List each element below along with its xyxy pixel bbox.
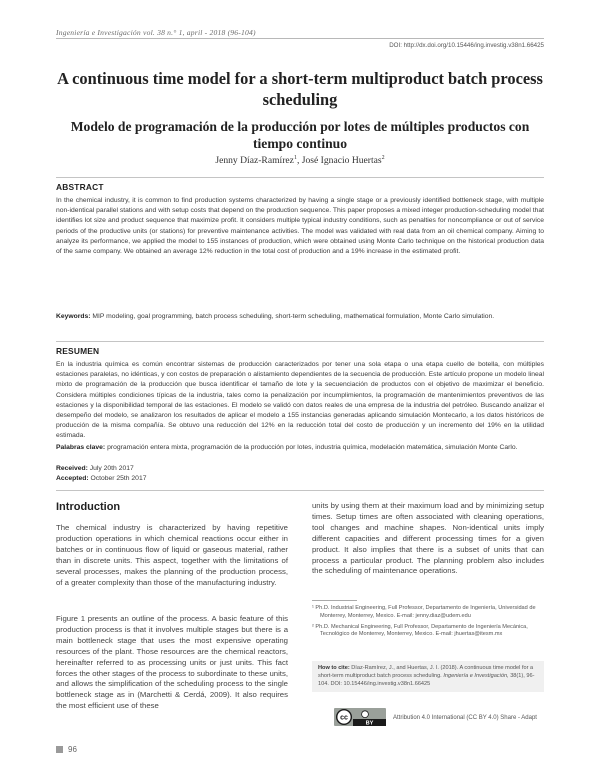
intro-paragraph-1: The chemical industry is characterized by having repetitive production operations in which chemical reactions occur either in batches or in continuous flow of liquid or gaseous material, rather than in discrete units. This aspect, together with the limitations of several processes, makes the planning of the production process, of a greater complexity than those of the manufacturing industry. — [56, 523, 288, 587]
keywords-text: MIP modeling, goal programming, batch process scheduling, short-term scheduling, mathematical formulation, Monte Carlo simulation. — [92, 313, 495, 320]
received-date — [56, 464, 544, 474]
resumen-rule — [56, 341, 544, 342]
by-text: BY — [365, 720, 374, 726]
author-list — [56, 155, 544, 166]
keywords — [56, 312, 544, 322]
palabras-clave — [56, 443, 544, 453]
running-head: Ingeniería e Investigación vol. 38 n.° 1, april - 2018 (96-104) — [56, 28, 256, 37]
footnote-item: ² Ph.D. Mechanical Engineering, Full Professor, Departamento de Ingeniería Mecánica, Tecnológico de Monterrey, Monterrey, Mexico. E-mail: jhuertas@itesm.mx — [312, 623, 528, 638]
page-number-block — [56, 746, 63, 753]
page-number-value: 96 — [68, 745, 77, 754]
author-footnote-mark: 2 — [381, 155, 385, 161]
by-person-icon — [362, 711, 369, 718]
doi-link[interactable]: DOI: http://dx.doi.org/10.15446/ing.investig.v38n1.66425 — [389, 42, 544, 49]
footnote-rule — [312, 600, 357, 601]
footnote-item: ¹ Ph.D. Industrial Engineering, Full Professor, Departamento de Ingeniería, Universidad de Monterrey, Monterrey, Mexico. E-mail: jenny.diaz@udem.edu — [312, 605, 536, 619]
resumen-heading: RESUMEN — [56, 346, 100, 356]
paper-title-english: A continuous time model for a short-term multiproduct batch process scheduling — [57, 69, 543, 109]
palabras-clave-text: programación entera mixta, programación de la producción por lotes, industria química, modelación matemática, simulación Monte Carlo. — [107, 444, 518, 451]
author-name: José Ignacio Huertas — [301, 155, 382, 167]
cc-by-license-icon[interactable] — [334, 708, 386, 726]
abstract-text: In the chemical industry, it is common to find production systems characterized by having a single stage or a previously identified bottleneck stage, with multiple non-identical parallel stations and with setup costs that depend on the production sequence. This paper proposes a mixed integer production-scheduling model that identifies lot size and product sequence that maximize profit. It considers multiple typical industry conditions, such as penalties for noncompliance or out of service periods of the productive units (or stations) for preventive maintenance activities. The model was validated with real data from an oil chemical company. Aiming to analyze its performance, we applied the model to 155 instances of production, which were obtained using Monte Carlo technique on the historical production data of the same company. We obtained an average 12% reduction in the total cost of production and a 19% increase in the estimated profit. — [56, 197, 544, 256]
cite-label: How to cite: — [318, 665, 350, 671]
cite-doi: 38(1), 96-104. DOI: 10.15446/ing.investig.v38n1.66425 — [318, 672, 535, 687]
author-footnote-mark: 1 — [293, 155, 297, 161]
received-label: Received: — [56, 465, 88, 472]
cite-text: Díaz-Ramírez, J., and Huertas, J. I. (2018). A continuous time model for a short-term multiproduct batch process scheduling. — [318, 665, 534, 679]
cc-text: cc — [340, 714, 348, 722]
page-number — [56, 745, 77, 754]
abstract-heading: ABSTRACT — [56, 182, 104, 192]
how-to-cite-box — [312, 661, 544, 692]
license-text[interactable]: Attribution 4.0 International (CC BY 4.0) Share - Adapt — [393, 715, 537, 721]
cite-journal: Ingeniería e Investigación, — [443, 672, 509, 679]
keywords-label: Keywords: — [56, 313, 91, 320]
received-value: July 20th 2017 — [89, 465, 134, 472]
author-name: Jenny Díaz-Ramírez — [215, 155, 294, 167]
dates-rule — [56, 490, 544, 491]
accepted-label: Accepted: — [56, 475, 89, 482]
intro-paragraph-3: units by using them at their maximum load and by minimizing setup times. Setup times are often associated with cleaning operations, tool changes and machine shapes. Non-identical units imply different capacities and different processing times for a given product. It also implies that there is a subset of units that can process a particular product. The planning problem also includes the scheduling of maintenance operations. — [312, 501, 544, 576]
author-separator: , — [296, 155, 302, 167]
intro-paragraph-2: Figure 1 presents an outline of the process. A basic feature of this production process is that it involves multiple stages but there is a main bottleneck stage that uses the most expensive operating resources of the plant. Those resources are the chemical reactors, hereinafter referred to as processing units or just units. This fact forces the other stages of the process to subordinate to these units, and allows the simplification of the scheduling process to the single bottleneck stage as in (Marchetti & Cerdá, 2009). It also requires the most efficient use of these — [56, 614, 288, 711]
accepted-date — [56, 474, 544, 484]
accepted-value: October 25th 2017 — [90, 475, 147, 482]
introduction-heading: Introduction — [56, 501, 121, 513]
header-rule — [56, 38, 544, 39]
footnotes — [312, 605, 544, 642]
abstract-rule — [56, 177, 544, 178]
resumen-text: En la industria química es común encontrar sistemas de producción caracterizados por tener una sola etapa o una etapa cuello de botella, con múltiples estaciones paralelas, no idénticas, y con costos de preparación o alistamiento dependientes de la secuencia de producción. Este artículo propone un modelo lineal mixto de programación de la producción que busca identificar el tamaño de lote y la secuenciación de productos con el objetivo de maximizar el beneficio. Considera múltiples condiciones típicas de la industria, tales como la penalización por incumplimientos, la programación de mantenimientos preventivos de las estaciones y la disponibilidad temporal de las estaciones. El modelo se validó con datos reales de una empresa de la industria del petróleo. Buscando analizar el desempeño del modelo, se analizaron los resultados de aplicar el modelo a 155 instancias generadas aplicando simulación Montecarlo, a los datos históricos de producción de la misma compañía. Se obtuvo una reducción del 12% en la reducción total del costo de producción y un incremento del 19% en la utilidad estimada. — [56, 361, 544, 440]
paper-title-spanish: Modelo de programación de la producción por lotes de múltiples productos con tiempo continuo — [70, 119, 530, 151]
palabras-clave-label: Palabras clave: — [56, 444, 106, 451]
